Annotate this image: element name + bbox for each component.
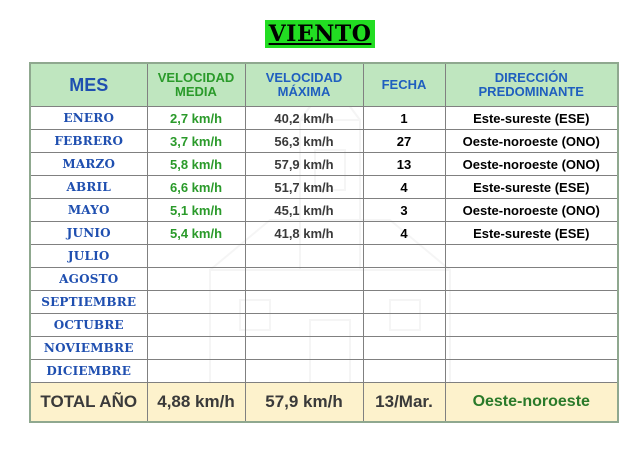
cell-velocidad-maxima: 41,8 km/h [245,222,363,245]
cell-mes: NOVIEMBRE [30,337,147,360]
cell-fecha [363,314,445,337]
header-velocidad-maxima-line2: MÁXIMA [277,84,331,99]
cell-direccion: Oeste-noroeste (ONO) [445,153,618,176]
table-row [30,245,618,268]
cell-direccion: Oeste-noroeste (ONO) [445,130,618,153]
cell-direccion [445,245,618,268]
cell-velocidad-media: 5,4 km/h [147,222,245,245]
cell-direccion: Este-sureste (ESE) [445,107,618,130]
total-row [30,383,618,423]
total-direccion: Oeste-noroeste [445,383,618,423]
cell-mes: OCTUBRE [30,314,147,337]
cell-velocidad-maxima [245,268,363,291]
cell-velocidad-maxima [245,360,363,383]
table-row [30,130,618,153]
cell-fecha: 4 [363,222,445,245]
header-fecha: FECHA [363,63,445,107]
cell-direccion [445,291,618,314]
header-velocidad-media [147,63,245,107]
header-velocidad-maxima-line1: VELOCIDAD [265,70,343,85]
table-row [30,268,618,291]
table-row [30,107,618,130]
cell-mes: MARZO [30,153,147,176]
title-container [0,20,640,48]
cell-velocidad-media: 3,7 km/h [147,130,245,153]
cell-direccion [445,314,618,337]
cell-velocidad-maxima [245,291,363,314]
total-fecha: 13/Mar. [363,383,445,423]
header-velocidad-media-line2: MEDIA [175,84,217,99]
header-direccion-line1: DIRECCIÓN [494,70,568,85]
cell-fecha: 4 [363,176,445,199]
cell-mes: JUNIO [30,222,147,245]
page-title: VIENTO [265,20,376,48]
cell-velocidad-maxima: 57,9 km/h [245,153,363,176]
table-row [30,199,618,222]
cell-velocidad-media [147,314,245,337]
cell-direccion [445,337,618,360]
cell-velocidad-media: 2,7 km/h [147,107,245,130]
header-velocidad-media-line1: VELOCIDAD [157,70,235,85]
cell-velocidad-maxima [245,337,363,360]
cell-mes: DICIEMBRE [30,360,147,383]
cell-velocidad-media [147,245,245,268]
cell-fecha: 3 [363,199,445,222]
cell-fecha: 13 [363,153,445,176]
cell-fecha [363,245,445,268]
cell-mes: AGOSTO [30,268,147,291]
table-row [30,314,618,337]
table-row [30,291,618,314]
cell-velocidad-media [147,337,245,360]
cell-direccion: Oeste-noroeste (ONO) [445,199,618,222]
cell-mes: ABRIL [30,176,147,199]
cell-velocidad-maxima: 51,7 km/h [245,176,363,199]
header-direccion [445,63,618,107]
header-direccion-line2: PREDOMINANTE [478,84,584,99]
cell-fecha [363,291,445,314]
wind-table [29,62,619,423]
header-mes: MES [30,63,147,107]
cell-fecha [363,360,445,383]
cell-velocidad-maxima [245,245,363,268]
total-label: TOTAL AÑO [30,383,147,423]
cell-fecha [363,337,445,360]
cell-velocidad-media [147,268,245,291]
cell-velocidad-media [147,360,245,383]
cell-mes: FEBRERO [30,130,147,153]
header-row [30,63,618,107]
cell-velocidad-media [147,291,245,314]
cell-velocidad-maxima: 56,3 km/h [245,130,363,153]
cell-velocidad-media: 5,1 km/h [147,199,245,222]
cell-velocidad-media: 6,6 km/h [147,176,245,199]
total-velocidad-maxima: 57,9 km/h [245,383,363,423]
table-row [30,153,618,176]
cell-velocidad-media: 5,8 km/h [147,153,245,176]
cell-direccion: Este-sureste (ESE) [445,222,618,245]
cell-velocidad-maxima [245,314,363,337]
table-row [30,360,618,383]
total-velocidad-media: 4,88 km/h [147,383,245,423]
cell-fecha: 1 [363,107,445,130]
cell-velocidad-maxima: 45,1 km/h [245,199,363,222]
header-velocidad-maxima [245,63,363,107]
cell-direccion [445,268,618,291]
cell-fecha [363,268,445,291]
table-row [30,222,618,245]
cell-mes: SEPTIEMBRE [30,291,147,314]
cell-mes: JULIO [30,245,147,268]
cell-mes: MAYO [30,199,147,222]
cell-fecha: 27 [363,130,445,153]
cell-mes: ENERO [30,107,147,130]
cell-direccion [445,360,618,383]
cell-direccion: Este-sureste (ESE) [445,176,618,199]
table-row [30,337,618,360]
cell-velocidad-maxima: 40,2 km/h [245,107,363,130]
table-row [30,176,618,199]
